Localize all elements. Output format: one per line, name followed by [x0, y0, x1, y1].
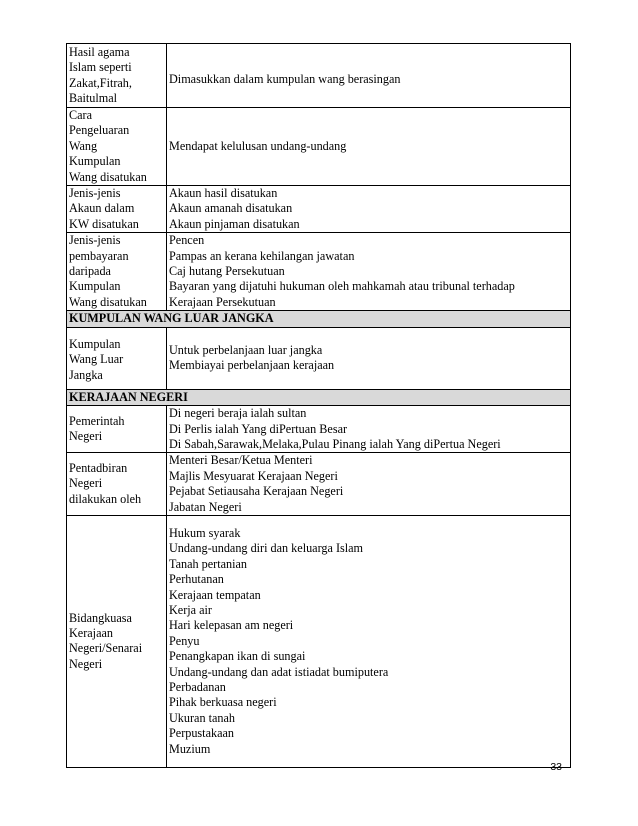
row-label [67, 453, 167, 516]
label-line: Wang disatukan [69, 169, 147, 184]
label-line: pembayaran [69, 248, 129, 263]
content-line: Akaun amanah disatukan [169, 201, 293, 216]
row-label [67, 108, 167, 186]
label-line: Pentadbiran [69, 461, 128, 476]
row-content [167, 44, 571, 108]
content-line: Penangkapan ikan di sungai [169, 649, 306, 664]
row-content [167, 406, 571, 453]
content-line: Mendapat kelulusan undang-undang [169, 138, 347, 153]
label-line: Pengeluaran [69, 123, 130, 138]
content-line: Kerja air [169, 602, 212, 617]
row-hasil-agama [67, 44, 571, 108]
row-label [67, 515, 167, 767]
content-line: Untuk perbelanjaan luar jangka [169, 342, 323, 357]
label-line: Jenis-jenis [69, 233, 121, 248]
content-line: Jabatan Negeri [169, 499, 242, 514]
content-line: Di Perlis ialah Yang diPertuan Besar [169, 421, 348, 436]
label-line: Jangka [69, 367, 103, 382]
row-jenis-akaun [67, 186, 571, 233]
row-content [167, 453, 571, 516]
row-pentadbiran-negeri [67, 453, 571, 516]
label-line: Zakat,Fitrah, [69, 75, 132, 90]
label-line: daripada [69, 264, 111, 279]
content-line: Akaun pinjaman disatukan [169, 216, 300, 231]
row-content [167, 186, 571, 233]
row-content [167, 327, 571, 389]
section-header-text: KERAJAAN NEGERI [67, 389, 571, 405]
label-line: Kerajaan [69, 626, 113, 641]
label-line: Kumpulan [69, 337, 121, 352]
content-line: Caj hutang Persekutuan [169, 264, 285, 279]
label-line: Cara [69, 108, 93, 122]
label-line: Wang [69, 138, 98, 153]
row-jenis-pembayaran [67, 233, 571, 311]
label-line: Negeri/Senarai [69, 641, 143, 656]
row-content [167, 515, 571, 767]
section-header-kerajaan-negeri [67, 389, 571, 405]
label-line: Kumpulan [69, 279, 121, 294]
row-cara-pengeluaran [67, 108, 571, 186]
content-line: Muzium [169, 741, 211, 756]
content-line: Akaun hasil disatukan [169, 186, 278, 201]
label-line: Pemerintah [69, 413, 125, 428]
label-line: Jenis-jenis [69, 186, 121, 201]
row-kumpulan-wang-luar-jangka [67, 327, 571, 389]
content-line: Pihak berkuasa negeri [169, 695, 277, 710]
label-line: Wang Luar [69, 352, 124, 367]
content-line: Di negeri beraja ialah sultan [169, 406, 307, 421]
label-line: KW disatukan [69, 216, 139, 231]
content-line: Perhutanan [169, 572, 224, 587]
row-label [67, 327, 167, 389]
row-label [67, 44, 167, 108]
page-number: 33 [550, 761, 562, 773]
label-line: Bidangkuasa [69, 610, 132, 625]
content-line: Pampas an kerana kehilangan jawatan [169, 248, 355, 263]
content-line: Menteri Besar/Ketua Menteri [169, 453, 313, 468]
label-line: Hasil agama [69, 44, 130, 59]
content-line: Pejabat Setiausaha Kerajaan Negeri [169, 484, 344, 499]
content-line: Majlis Mesyuarat Kerajaan Negeri [169, 468, 338, 483]
content-line: Perbadanan [169, 679, 226, 694]
content-line: Tanah pertanian [169, 556, 247, 571]
label-line: Kumpulan [69, 154, 121, 169]
row-label [67, 186, 167, 233]
row-label [67, 406, 167, 453]
content-line: Bayaran yang dijatuhi hukuman oleh mahkamah atau tribunal terhadap [169, 279, 515, 294]
row-content [167, 108, 571, 186]
content-line: Undang-undang dan adat istiadat bumiputera [169, 664, 389, 679]
content-line: Dimasukkan dalam kumpulan wang berasingan [169, 72, 401, 87]
content-line: Undang-undang diri dan keluarga Islam [169, 541, 364, 556]
content-line: Di Sabah,Sarawak,Melaka,Pulau Pinang ialah Yang diPertua Negeri [169, 436, 501, 451]
section-header-kumpulan-wang-luar-jangka [67, 311, 571, 327]
label-line: Akaun dalam [69, 201, 135, 216]
label-line: Baitulmal [69, 90, 118, 105]
content-line: Hukum syarak [169, 525, 241, 540]
section-header-text: KUMPULAN WANG LUAR JANGKA [67, 311, 571, 327]
content-line: Ukuran tanah [169, 710, 235, 725]
label-line: Islam seperti [69, 60, 132, 75]
label-line: dilakukan oleh [69, 491, 142, 506]
label-line: Negeri [69, 656, 103, 671]
content-line: Penyu [169, 633, 200, 648]
row-label [67, 233, 167, 311]
content-line: Kerajaan Persekutuan [169, 294, 276, 309]
content-line: Pencen [169, 233, 205, 248]
content-line: Kerajaan tempatan [169, 587, 261, 602]
label-line: Wang disatukan [69, 294, 147, 309]
content-line: Membiayai perbelanjaan kerajaan [169, 358, 335, 373]
content-line: Hari kelepasan am negeri [169, 618, 294, 633]
label-line: Negeri [69, 476, 103, 491]
row-pemerintah-negeri [67, 406, 571, 453]
row-bidangkuasa-kerajaan-negeri [67, 515, 571, 767]
label-line: Negeri [69, 429, 103, 444]
content-table [66, 43, 571, 768]
content-line: Perpustakaan [169, 726, 234, 741]
row-content [167, 233, 571, 311]
